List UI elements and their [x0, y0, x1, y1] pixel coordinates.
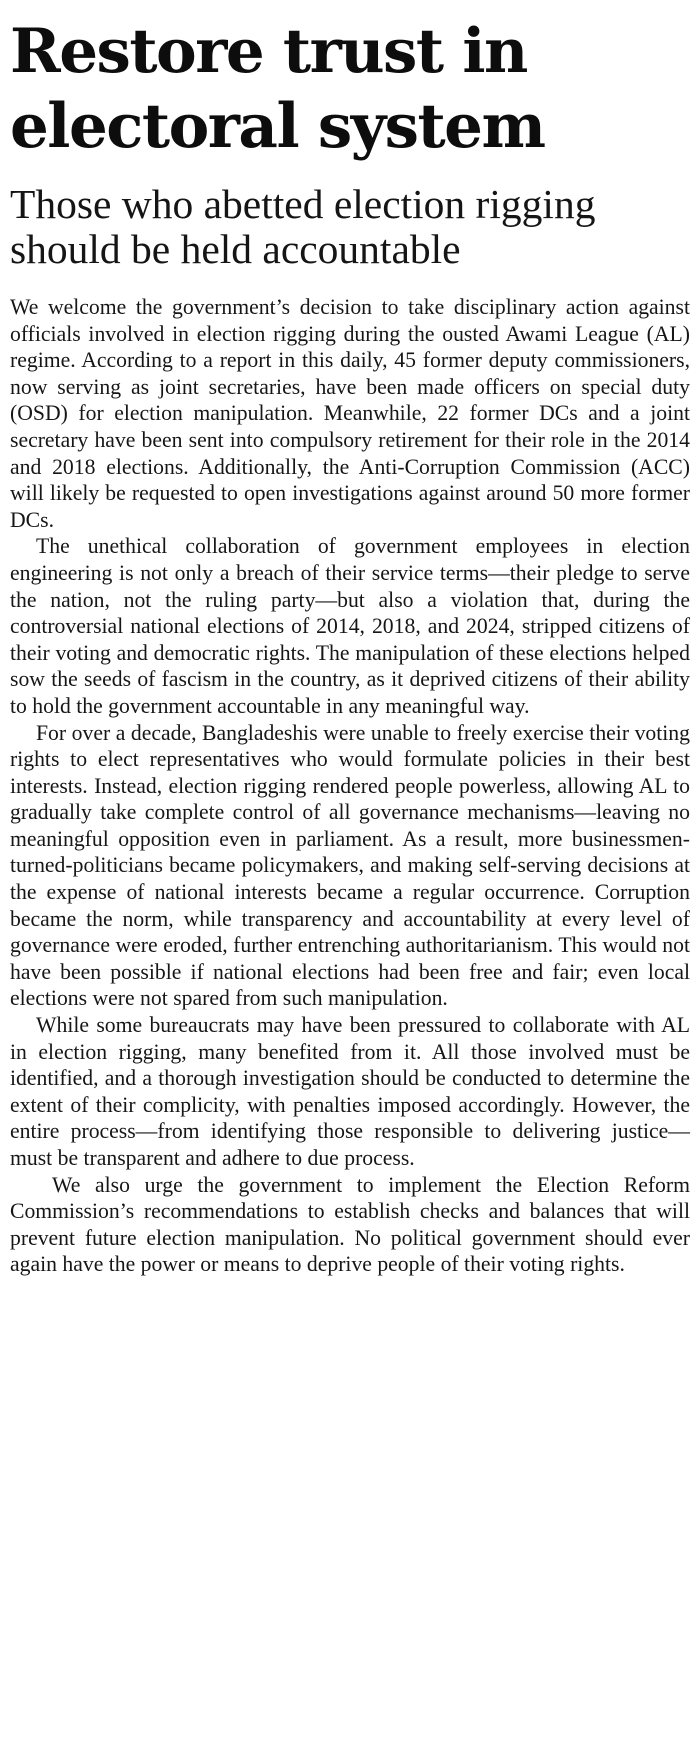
paragraph-5: We also urge the government to implement the Election Reform Commission’s recommendations to establish checks and balances that will prevent future election manipulation. No political government should ever again have the power or means to deprive people of their voting rights.	[10, 1172, 690, 1277]
article-body	[10, 294, 690, 1278]
subheadline: Those who abetted election rigging should be held accountable	[10, 181, 596, 272]
paragraph-1: We welcome the government’s decision to take disciplinary action against officials involved in election rigging during the ousted Awami League (AL) regime. According to a report in this daily, 45 former deputy commissioners, now serving as joint secretaries, have been made officers on special duty (OSD) for election manipulation. Meanwhile, 22 former DCs and a joint secretary have been sent into compulsory retirement for their role in the 2014 and 2018 elections. Additionally, the Anti-Corruption Commission (ACC) will likely be requested to open investigations against around 50 more former DCs.	[10, 295, 690, 532]
paragraph-4: While some bureaucrats may have been pressured to collaborate with AL in election rigging, many benefited from it. All those involved must be identified, and a thorough investigation should be conducted to determine the extent of their complicity, with penalties imposed accordingly. However, the entire process—from identifying those responsible to delivering justice—must be transparent and adhere to due process.	[10, 1013, 690, 1170]
paragraph-2: The unethical collaboration of government employees in election engineering is not only a breach of their service terms—their pledge to serve the nation, not the ruling party—but also a violation that, during the controversial national elections of 2014, 2018, and 2024, stripped citizens of their voting and democratic rights. The manipulation of these elections helped sow the seeds of fascism in the country, as it deprived citizens of their ability to hold the government accountable in any meaningful way.	[10, 534, 690, 718]
paragraph-3: For over a decade, Bangladeshis were unable to freely exercise their voting rights to elect representatives who would formulate policies in their best interests. Instead, election rigging rendered people powerless, allowing AL to gradually take complete control of all governance mechanisms—leaving no meaningful opposition even in parliament. As a result, more businessmen-turned-politicians became policymakers, and making self-serving decisions at the expense of national interests became a regular occurrence. Corruption became the norm, while transparency and accountability at every level of governance were eroded, further entrenching authoritarianism. This would not have been possible if national elections had been free and fair; even local elections were not spared from such manipulation.	[10, 720, 690, 1011]
editorial-article	[10, 14, 690, 1278]
headline: Restore trust in electoral system	[10, 16, 545, 162]
